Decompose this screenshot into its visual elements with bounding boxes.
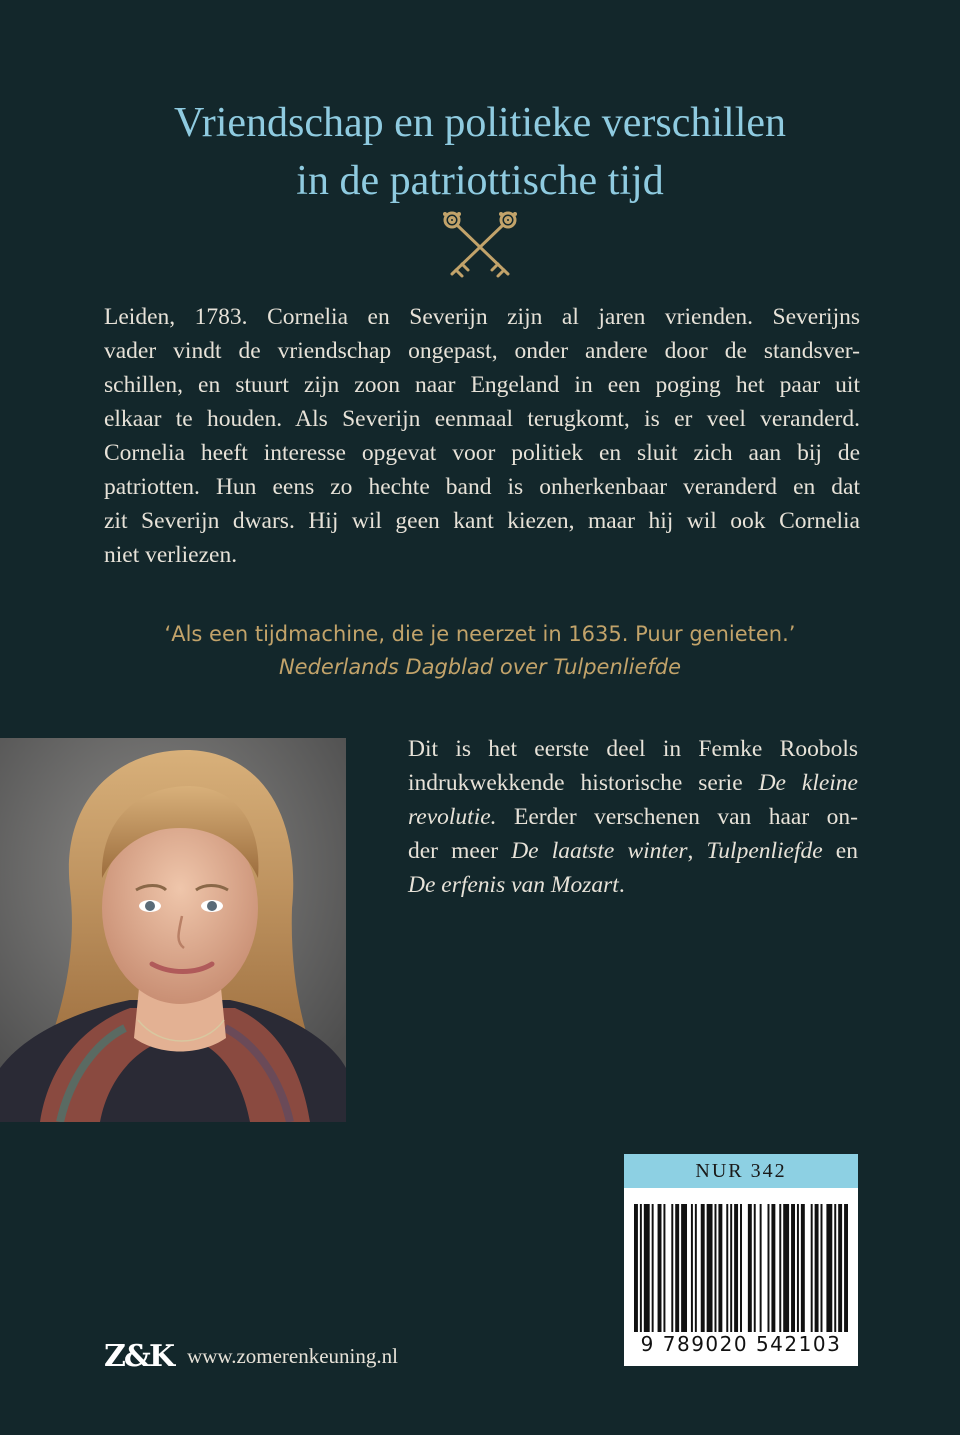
book-title: De laatste winter bbox=[511, 838, 688, 864]
barcode-bar bbox=[844, 1204, 848, 1332]
author-photo bbox=[0, 738, 346, 1122]
quote-text: ‘Als een tijdmachine, die je neerzet in 1635. Puur genieten.’ bbox=[164, 622, 796, 646]
barcode-bar bbox=[811, 1204, 813, 1332]
barcode-bar bbox=[701, 1204, 705, 1332]
barcode-bar bbox=[779, 1204, 781, 1332]
isbn-number: 9 789020 542103 bbox=[640, 1332, 842, 1356]
barcode-bar bbox=[671, 1204, 673, 1332]
barcode-bar bbox=[768, 1204, 770, 1332]
bio-line: De erfenis van Mozart. bbox=[408, 872, 625, 898]
crossed-keys-icon bbox=[440, 208, 520, 284]
review-quote bbox=[0, 618, 960, 684]
blurb-line: niet verliezen. bbox=[104, 542, 238, 568]
barcode-bar bbox=[718, 1204, 722, 1332]
blurb-line: patriotten. Hun eens zo hechte band is onherkenbaar veranderd en dat bbox=[104, 474, 860, 500]
barcode-bar bbox=[644, 1204, 650, 1332]
barcode-bar bbox=[652, 1204, 654, 1332]
barcode-bar bbox=[791, 1204, 795, 1332]
barcode-bar bbox=[815, 1204, 819, 1332]
bio-line: Dit is het eerste deel in Femke Roobols bbox=[408, 736, 858, 762]
heading-line-1: Vriendschap en politieke verschillen bbox=[173, 100, 787, 146]
publisher-url[interactable]: www.zomerenkeuning.nl bbox=[187, 1343, 398, 1368]
barcode-panel bbox=[624, 1154, 858, 1366]
barcode-bar bbox=[658, 1204, 662, 1332]
blurb-line: Leiden, 1783. Cornelia en Severijn zijn al jaren vrienden. Severijns bbox=[104, 304, 860, 330]
barcode-bar bbox=[771, 1204, 775, 1332]
bio-line: indrukwekkende historische serie De kleine bbox=[408, 770, 858, 796]
publisher-logo: Z&K bbox=[104, 1338, 174, 1374]
barcode-bar bbox=[754, 1204, 756, 1332]
series-title: revolutie. bbox=[408, 804, 497, 830]
barcode-bar bbox=[821, 1204, 823, 1332]
publisher-footer bbox=[104, 1336, 398, 1376]
isbn-barcode bbox=[634, 1204, 848, 1332]
author-bio bbox=[408, 732, 858, 902]
barcode-bar bbox=[714, 1204, 716, 1332]
barcode-bar bbox=[760, 1204, 762, 1332]
barcode-bar bbox=[691, 1204, 693, 1332]
barcode-bar bbox=[634, 1204, 638, 1332]
quote-source: Nederlands Dagblad over Tulpenliefde bbox=[278, 655, 682, 679]
barcode-bar bbox=[834, 1204, 836, 1332]
blurb-line: schillen, en stuurt zijn zoon naar Engeland in een poging het paar uit bbox=[104, 372, 860, 398]
blurb-line: elkaar te houden. Als Severijn eenmaal terugkomt, is er veel veranderd. bbox=[104, 406, 860, 432]
barcode-bar bbox=[726, 1204, 728, 1332]
bio-line: revolutie. Eerder verschenen van haar on- bbox=[408, 804, 858, 830]
barcode-bar bbox=[748, 1204, 752, 1332]
blurb-text bbox=[104, 300, 860, 572]
barcode-bar bbox=[730, 1204, 732, 1332]
book-title: Tulpenliefde bbox=[706, 838, 823, 864]
barcode-bar bbox=[663, 1204, 665, 1332]
barcode-bar bbox=[734, 1204, 738, 1332]
barcode-bar bbox=[707, 1204, 713, 1332]
nur-code: NUR 342 bbox=[624, 1154, 858, 1188]
blurb-line: zit Severijn dwars. Hij wil geen kant kiezen, maar hij wil ook Cornelia bbox=[104, 508, 860, 534]
blurb-line: Cornelia heeft interesse opgevat voor politiek en sluit zich aan bij de bbox=[104, 440, 860, 466]
barcode-bar bbox=[740, 1204, 742, 1332]
barcode-bar bbox=[797, 1204, 799, 1332]
barcode-bar bbox=[681, 1204, 687, 1332]
barcode-bar bbox=[640, 1204, 642, 1332]
bio-line: der meer De laatste winter, Tulpenliefde en bbox=[408, 838, 858, 864]
barcode-bar bbox=[675, 1204, 679, 1332]
barcode-bar bbox=[838, 1204, 842, 1332]
barcode-bar bbox=[801, 1204, 805, 1332]
cover-heading bbox=[0, 94, 960, 210]
blurb-line: vader vindt de vriendschap ongepast, onder andere door de standsver- bbox=[104, 338, 860, 364]
barcode-bar bbox=[695, 1204, 697, 1332]
book-title: De erfenis van Mozart bbox=[408, 872, 619, 898]
barcode-bar bbox=[783, 1204, 789, 1332]
heading-line-2: in de patriottische tijd bbox=[296, 158, 664, 204]
series-title: De kleine bbox=[758, 770, 858, 796]
barcode-bar bbox=[826, 1204, 832, 1332]
